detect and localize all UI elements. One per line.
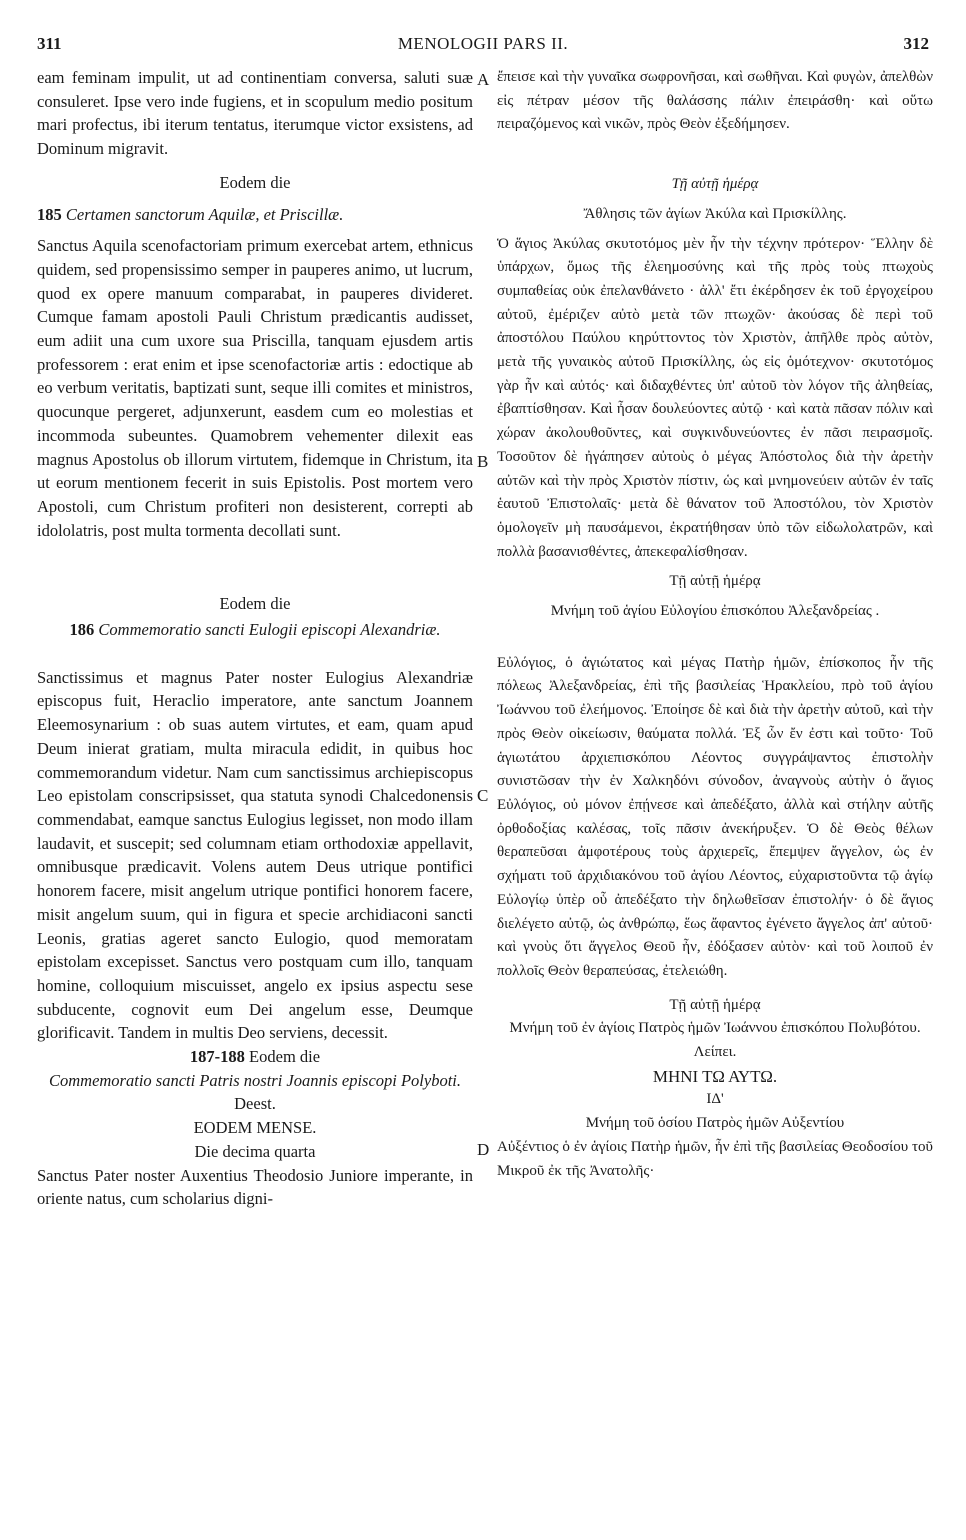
entry-day: Eodem die [249, 1047, 321, 1067]
entry-number: 185 [37, 204, 62, 224]
latin-187-title: Commemoratio sancti Patris nostri Joannis episcopi Polyboti. [48, 1070, 462, 1090]
margin-letter-b: B [477, 452, 489, 471]
latin-deest: Deest. [234, 1094, 276, 1114]
latin-185-day: Eodem die [219, 172, 291, 192]
latin-186-heading [37, 618, 473, 642]
greek-185-day: Τῇ αὐτῇ ἡμέρᾳ [671, 176, 759, 193]
latin-185-heading [37, 203, 473, 227]
greek-186-title: Μνήμη τοῦ ἁγίου Εὐλογίου ἐπισκόπου Ἀλεξανδρείας . [550, 603, 880, 620]
entry-title: Certamen sanctorum Aquilæ, et Priscillæ. [65, 204, 344, 224]
latin-die-decima: Die decima quarta [194, 1141, 316, 1161]
latin-185-text: Sanctus Aquila scenofactoriam primum exercebat artem, ethnicus quidem, sed propensissimo semper in pauperes animo, ut lucrum, quod ex opere manuum comparabat, in pauperes divideret. Cumque famam apostoli Pauli Christum prædicantis audisset, eum adiit una cum uxore sua Priscilla, tanquam ejusdem artis professorem : erat enim et ipse scenofactoriæ artis : edoctique ab eo verbum veritatis, baptizati sunt, seque illi comites et ministros, quocunque pergeret, adjunxerunt, easdem cum eo molestias et incommoda subeuntes. Quamobrem vehementer dilexit eas magnus Apostolus ob illorum virtutem, fidemque in Christum, ita ut eorum mentionem fecerit in suis Epistolis. Post mortem vero Apostoli, cum Christum profiteri non desisterent, correpti ab idololatris, post multa tormenta decollati sunt. [37, 236, 473, 540]
greek-month-heading: ΜΗΝΙ ΤΩ ΑΥΤΩ. [652, 1066, 778, 1086]
greek-185-title: Ἄθλησις τῶν ἁγίων Ἀκύλα καὶ Πρισκίλλης. [583, 205, 847, 222]
greek-189-title: Μνήμη τοῦ ὁσίου Πατρὸς ἡμῶν Αὐξεντίου [585, 1115, 845, 1132]
greek-186-day: Τῇ αὐτῇ ἡμέρᾳ [669, 573, 761, 590]
latin-column [37, 66, 473, 1211]
margin-letter-a: A [477, 70, 490, 89]
page-number-left: 311 [37, 34, 62, 53]
latin-186-day: Eodem die [219, 594, 291, 614]
greek-187-day: Τῇ αὐτῇ ἡμέρᾳ [669, 996, 761, 1013]
page-number-right: 312 [903, 34, 929, 53]
greek-intro: ἔπεισε καὶ τὴν γυναῖκα σωφρονῆσαι, καὶ σωθῆναι. Καὶ φυγὼν, ἀπελθὼν εἰς πέτραν μέσον τῆς θαλάσσης πάλιν ἐπειράσθη· καὶ οὕτω πειραζόμενος καὶ νικῶν, πρὸς Θεὸν ἐξεδήμησεν. [497, 69, 933, 133]
latin-186-text: Sanctissimus et magnus Pater noster Eulogius Alexandriæ episcopus fuit, Heraclio imperatore, ante sanctum Joannem Eleemosynarium : ob suas autem virtutes, et eam, quam apud Deum inierat gratiam, multa miracula edidit, in quibus hoc commemorandum videtur. Nam cum sanctissimus archiepiscopus Leo epistolam conscripsisset, qua statuta synodi Chalcedonensis commendabat, eamque sanctus Eulogius legisset, non modo illam laudavit, et suscepit; sed columnam etiam orthodoxiæ appellavit, omnibusque prædicavit. Volens autem Deus utrique pontifici honorem facere, misit angelum utrique pontifici honorem facere, misit angelum suum, qui in figura et specie archidiaconi sancti Leonis, gratias ageret sancto Eulogio, quod memoratam epistolam excepisset. Sanctus vero postquam cum illo, tanquam homine, colloquium miscuisset, angelo ex ipsius aspectu sese subducente, cognovit eum Dei angelum esse, Deumque glorificavit. Tandem in multis Deo serviens, decessit. [37, 667, 473, 1043]
entry-title: Commemoratio sancti Eulogii episcopi Alexandriæ. [98, 620, 441, 640]
page-header [0, 34, 966, 58]
latin-intro: eam feminam impulit, ut ad continentiam conversa, saluti suæ consuleret. Ipse vero inde fugiens, et in scopulum medio positum mari profectus, ibi iterum tentatus, iterumque victor exsistens, ad Dominum migravit. [37, 68, 473, 159]
latin-eodem-mense: EODEM MENSE. [193, 1118, 317, 1138]
running-title: MENOLOGII PARS II. [397, 34, 569, 53]
margin-letter-d: D [477, 1140, 490, 1159]
greek-185-text: Ὁ ἅγιος Ἀκύλας σκυτοτόμος μὲν ἦν τὴν τέχνην πρότερον· Ἕλλην δὲ ὑπάρχων, ὅμως τῆς ἐλεημοσύνης καὶ τῆς πρὸς τοὺς πτωχοὺς συμπαθείας οὐκ ἐπελανθάνετο · ἀλλ' ἔτι ἐκέρδησεν ἐκ τοῦ ἐργοχείρου αὐτοῦ, ἐμέριζεν αὐτὸ μετὰ τῶν πτωχῶν· ἀκούσας δὲ περὶ τοῦ ἀποστόλου Παύλου κηρύττοντος τὸν Χριστὸν, ἀπῆλθε πρὸς αὐτὸν, μετὰ τῆς γυναικὸς αὐτοῦ Πρισκίλλης, ὡς εἰς ὁμότεχνον· σκυτοτόμος γὰρ ἦν καὶ αὐτός· καὶ διδαχθέντες ὑπ' αὐτοῦ τὸν λόγον τῆς ἀληθείας, ἐβαπτίσθησαν. Καὶ ἦσαν δουλεύοντες αὐτῷ · καὶ κατὰ πᾶσαν πόλιν καὶ χώραν ἀκολουθοῦντες, καὶ συγκινδυνεύοντες ἐν πᾶσι πειρασμοῖς. Τοσοῦτον δὲ ἠγάπησεν αὐτοὺς ὁ μέγας Ἀπόστολος διὰ τὴν ἀρετὴν αὐτῶν καὶ τὴν πρὸς Χριστὸν πίστιν, ὡς καὶ μνημονεύειν αὐτῶν ἐν ταῖς ἑαυτοῦ Ἐπιστολαῖς· μετὰ δὲ θάνατον τοῦ Ἀποστόλου, τὸν Χριστὸν ὁμολογεῖν μὴ παυσάμενοι, ἐκρατήθησαν ὑπὸ τῶν εἰδωλολατρῶν, καὶ πολλὰ βασανισθέντες, ἀπεκεφαλίσθησαν. [497, 235, 933, 560]
greek-186-text: Εὐλόγιος, ὁ ἁγιώτατος καὶ μέγας Πατὴρ ἡμῶν, ἐπίσκοπος ἦν τῆς πόλεως Ἀλεξανδρείας, ἐπὶ τῆς βασιλείας Ἡρακλείου, πρὸ τοῦ ἁγίου Ἰωάννου τοῦ ἐλεήμονος. Ἐποίησε δὲ καὶ διὰ τὴν ἀρετὴν αὐτοῦ, καὶ τὴν πρὸς Θεὸν οἰκείωσιν, θαύματα πολλά. Ἐξ ὧν ἔν ἐστι καὶ τοῦτο· Τοῦ ἁγιωτάτου ἀρχιεπισκόπου Λέοντος συγγράψαντος ἐπιστολὴν συνιστῶσαν τὴν ἐν Χαλκηδόνι σύνοδον, ἀναγνοὺς αὐτὴν ὁ ἅγιος Εὐλόγιος, οὐ μόνον ἐπῄνεσε καὶ ἀπεδέξατο, ἀλλὰ καὶ στήλην αὐτῆς ὀρθοδοξίας καλέσας, τοῖς πᾶσιν ἀνεκήρυξεν. Ὁ δὲ Θεὸς θέλων θεραπεῦσαι ἀμφοτέρους τοὺς ἀρχιερεῖς, ἔπεμψεν ἄγγελον, ὡς ἐν σχήματι τοῦ ἀρχιδιακόνου τοῦ ἁγίου Λέοντος, εὐχαριστοῦντα τῷ ἁγίῳ Εὐλογίῳ ὑπὲρ οὗ ἀπεδέξατο τὴν δηλωθεῖσαν ἐπιστολήν· ὁ δὲ ἅγιος διελέγετο αὐτῷ, ὡς ἀνθρώπῳ, ἕως ἄφαντος ἐγένετο ἄγγελος ἀπ' αὐτοῦ· καὶ γνοὺς ὅτι ἄγγελος Θεοῦ ἦν, ἐδόξασεν αὐτὸν· καὶ τοῦ λοιποῦ ἐν πολλοῖς Θεὸν θεραπεύσας, ἐτελειώθη. [497, 654, 933, 979]
latin-last-text: Sanctus Pater noster Auxentius Theodosio Juniore imperante, in oriente natus, cum scholarius digni- [37, 1165, 473, 1209]
greek-leipei: Λείπει. [693, 1044, 737, 1061]
greek-day-number: ΙΔ' [706, 1091, 724, 1108]
entry-number: 187-188 [189, 1047, 245, 1067]
greek-187-title: Μνήμη τοῦ ἐν ἁγίοις Πατρὸς ἡμῶν Ἰωάννου ἐπισκόπου Πολυβότου. [509, 1020, 921, 1037]
greek-column [497, 66, 933, 1183]
greek-189-text: Αὐξέντιος ὁ ἐν ἁγίοις Πατὴρ ἡμῶν, ἦν ἐπὶ τῆς βασιλείας Θεοδοσίου τοῦ Μικροῦ ἐκ τῆς Ἀνατολῆς· [497, 1138, 933, 1179]
latin-187-heading [37, 1045, 473, 1069]
margin-letter-c: C [477, 786, 489, 805]
entry-number: 186 [69, 620, 95, 640]
